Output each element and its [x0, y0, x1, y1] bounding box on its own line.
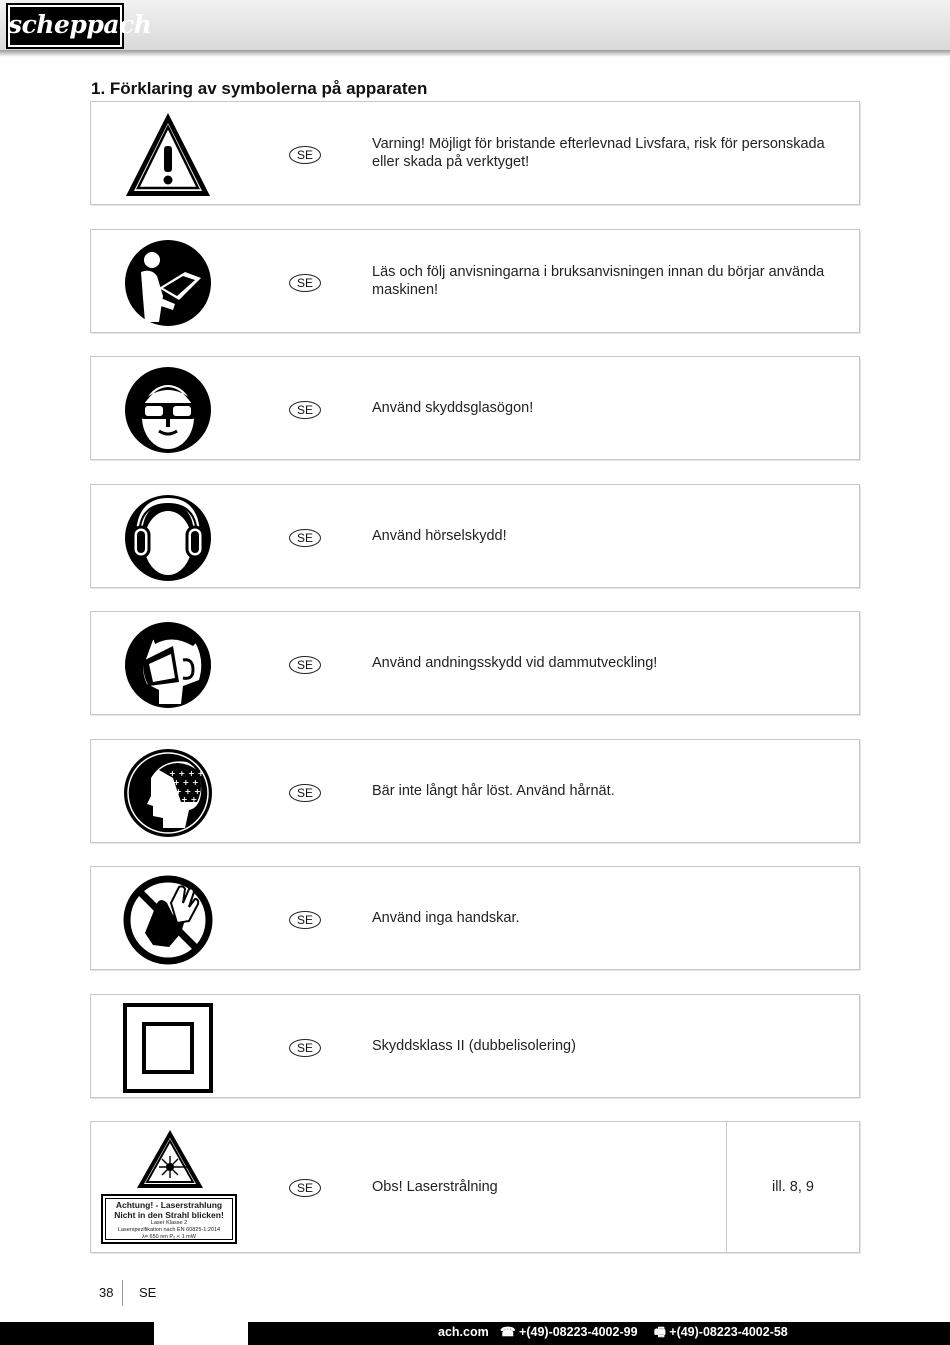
- header-shadow: [0, 50, 950, 57]
- ear-protection-icon: [123, 493, 213, 583]
- symbol-row-laser: [90, 1121, 860, 1253]
- footer-phone: ☎ +(49)-08223-4002-99: [500, 1325, 638, 1339]
- symbol-row-read-manual: [90, 229, 860, 333]
- language-badge: SE: [289, 274, 321, 292]
- symbol-row-warning: [90, 101, 860, 205]
- safety-goggles-icon: [123, 365, 213, 455]
- symbol-description: Varning! Möjligt för bristande efterlevnad Livsfara, risk för personskada eller skada på verktyget!: [372, 136, 825, 170]
- svg-text:+ + + +: + + + +: [169, 769, 205, 778]
- page-language: SE: [139, 1285, 157, 1300]
- language-badge: SE: [289, 784, 321, 802]
- symbol-row-respirator: [90, 611, 860, 715]
- symbol-description: Använd skyddsglasögon!: [372, 400, 534, 416]
- language-badge: SE: [289, 146, 321, 164]
- no-gloves-icon: [123, 875, 213, 965]
- footer-fax: 🖷 +(49)-08223-4002-58: [654, 1325, 788, 1339]
- svg-text:+ + +: + + +: [175, 787, 201, 796]
- footer-web: ach.com: [438, 1325, 489, 1339]
- symbol-row-no-gloves: [90, 866, 860, 970]
- symbol-row-goggles: [90, 356, 860, 460]
- laser-warning-label: [101, 1194, 237, 1244]
- laser-label-line1: Achtung! - Laserstrahlung: [115, 1200, 223, 1210]
- symbol-row-protection-class: [90, 994, 860, 1098]
- laser-label-line3: Laser Klasse 2: [150, 1220, 188, 1226]
- language-badge: SE: [289, 529, 321, 547]
- page-number-divider: [122, 1280, 123, 1306]
- language-badge: SE: [289, 1179, 321, 1197]
- respirator-icon: [123, 620, 213, 710]
- svg-text:+ +: + +: [181, 795, 198, 804]
- symbol-description: Obs! Laserstrålning: [372, 1179, 498, 1195]
- language-badge: SE: [289, 401, 321, 419]
- illustration-reference: ill. 8, 9: [772, 1179, 814, 1195]
- language-badge: SE: [289, 1039, 321, 1057]
- laser-warning-icon: [135, 1128, 205, 1190]
- symbol-description: Använd andningsskydd vid dammutveckling!: [372, 655, 658, 671]
- symbol-description: Läs och följ anvisningarna i bruksanvisningen innan du börjar använda maskinen!: [372, 264, 825, 298]
- symbol-row-hairnet: [90, 739, 860, 843]
- symbol-description: Använd inga handskar.: [372, 910, 520, 926]
- hairnet-icon: [123, 748, 213, 838]
- symbol-description: Skyddsklass II (dubbelisolering): [372, 1038, 576, 1054]
- protection-class-ii-icon: [123, 1003, 213, 1093]
- laser-label-line5: λ= 650 nm P₀ < 1 mW: [142, 1234, 196, 1240]
- laser-label-line2: Nicht in den Strahl blicken!: [114, 1209, 224, 1220]
- symbol-description: Bär inte långt hår löst. Använd hårnät.: [372, 783, 615, 799]
- brand-logo: scheppach: [6, 3, 124, 49]
- laser-label-line4: Laserspezifikation nach EN 60825-1:2014: [117, 1227, 221, 1233]
- language-badge: SE: [289, 656, 321, 674]
- svg-text:+ + +: + + +: [173, 778, 199, 787]
- page-number: 38: [99, 1285, 114, 1300]
- read-manual-icon: [123, 238, 213, 328]
- symbol-row-ear-protection: [90, 484, 860, 588]
- language-badge: SE: [289, 911, 321, 929]
- footer-bar-left: [0, 1322, 154, 1345]
- warning-triangle-icon: [123, 110, 213, 200]
- page-header: [0, 0, 950, 51]
- footer-bar: [248, 1322, 950, 1345]
- symbol-description: Använd hörselskydd!: [372, 528, 507, 544]
- section-title: 1. Förklaring av symbolerna på apparaten: [91, 79, 428, 98]
